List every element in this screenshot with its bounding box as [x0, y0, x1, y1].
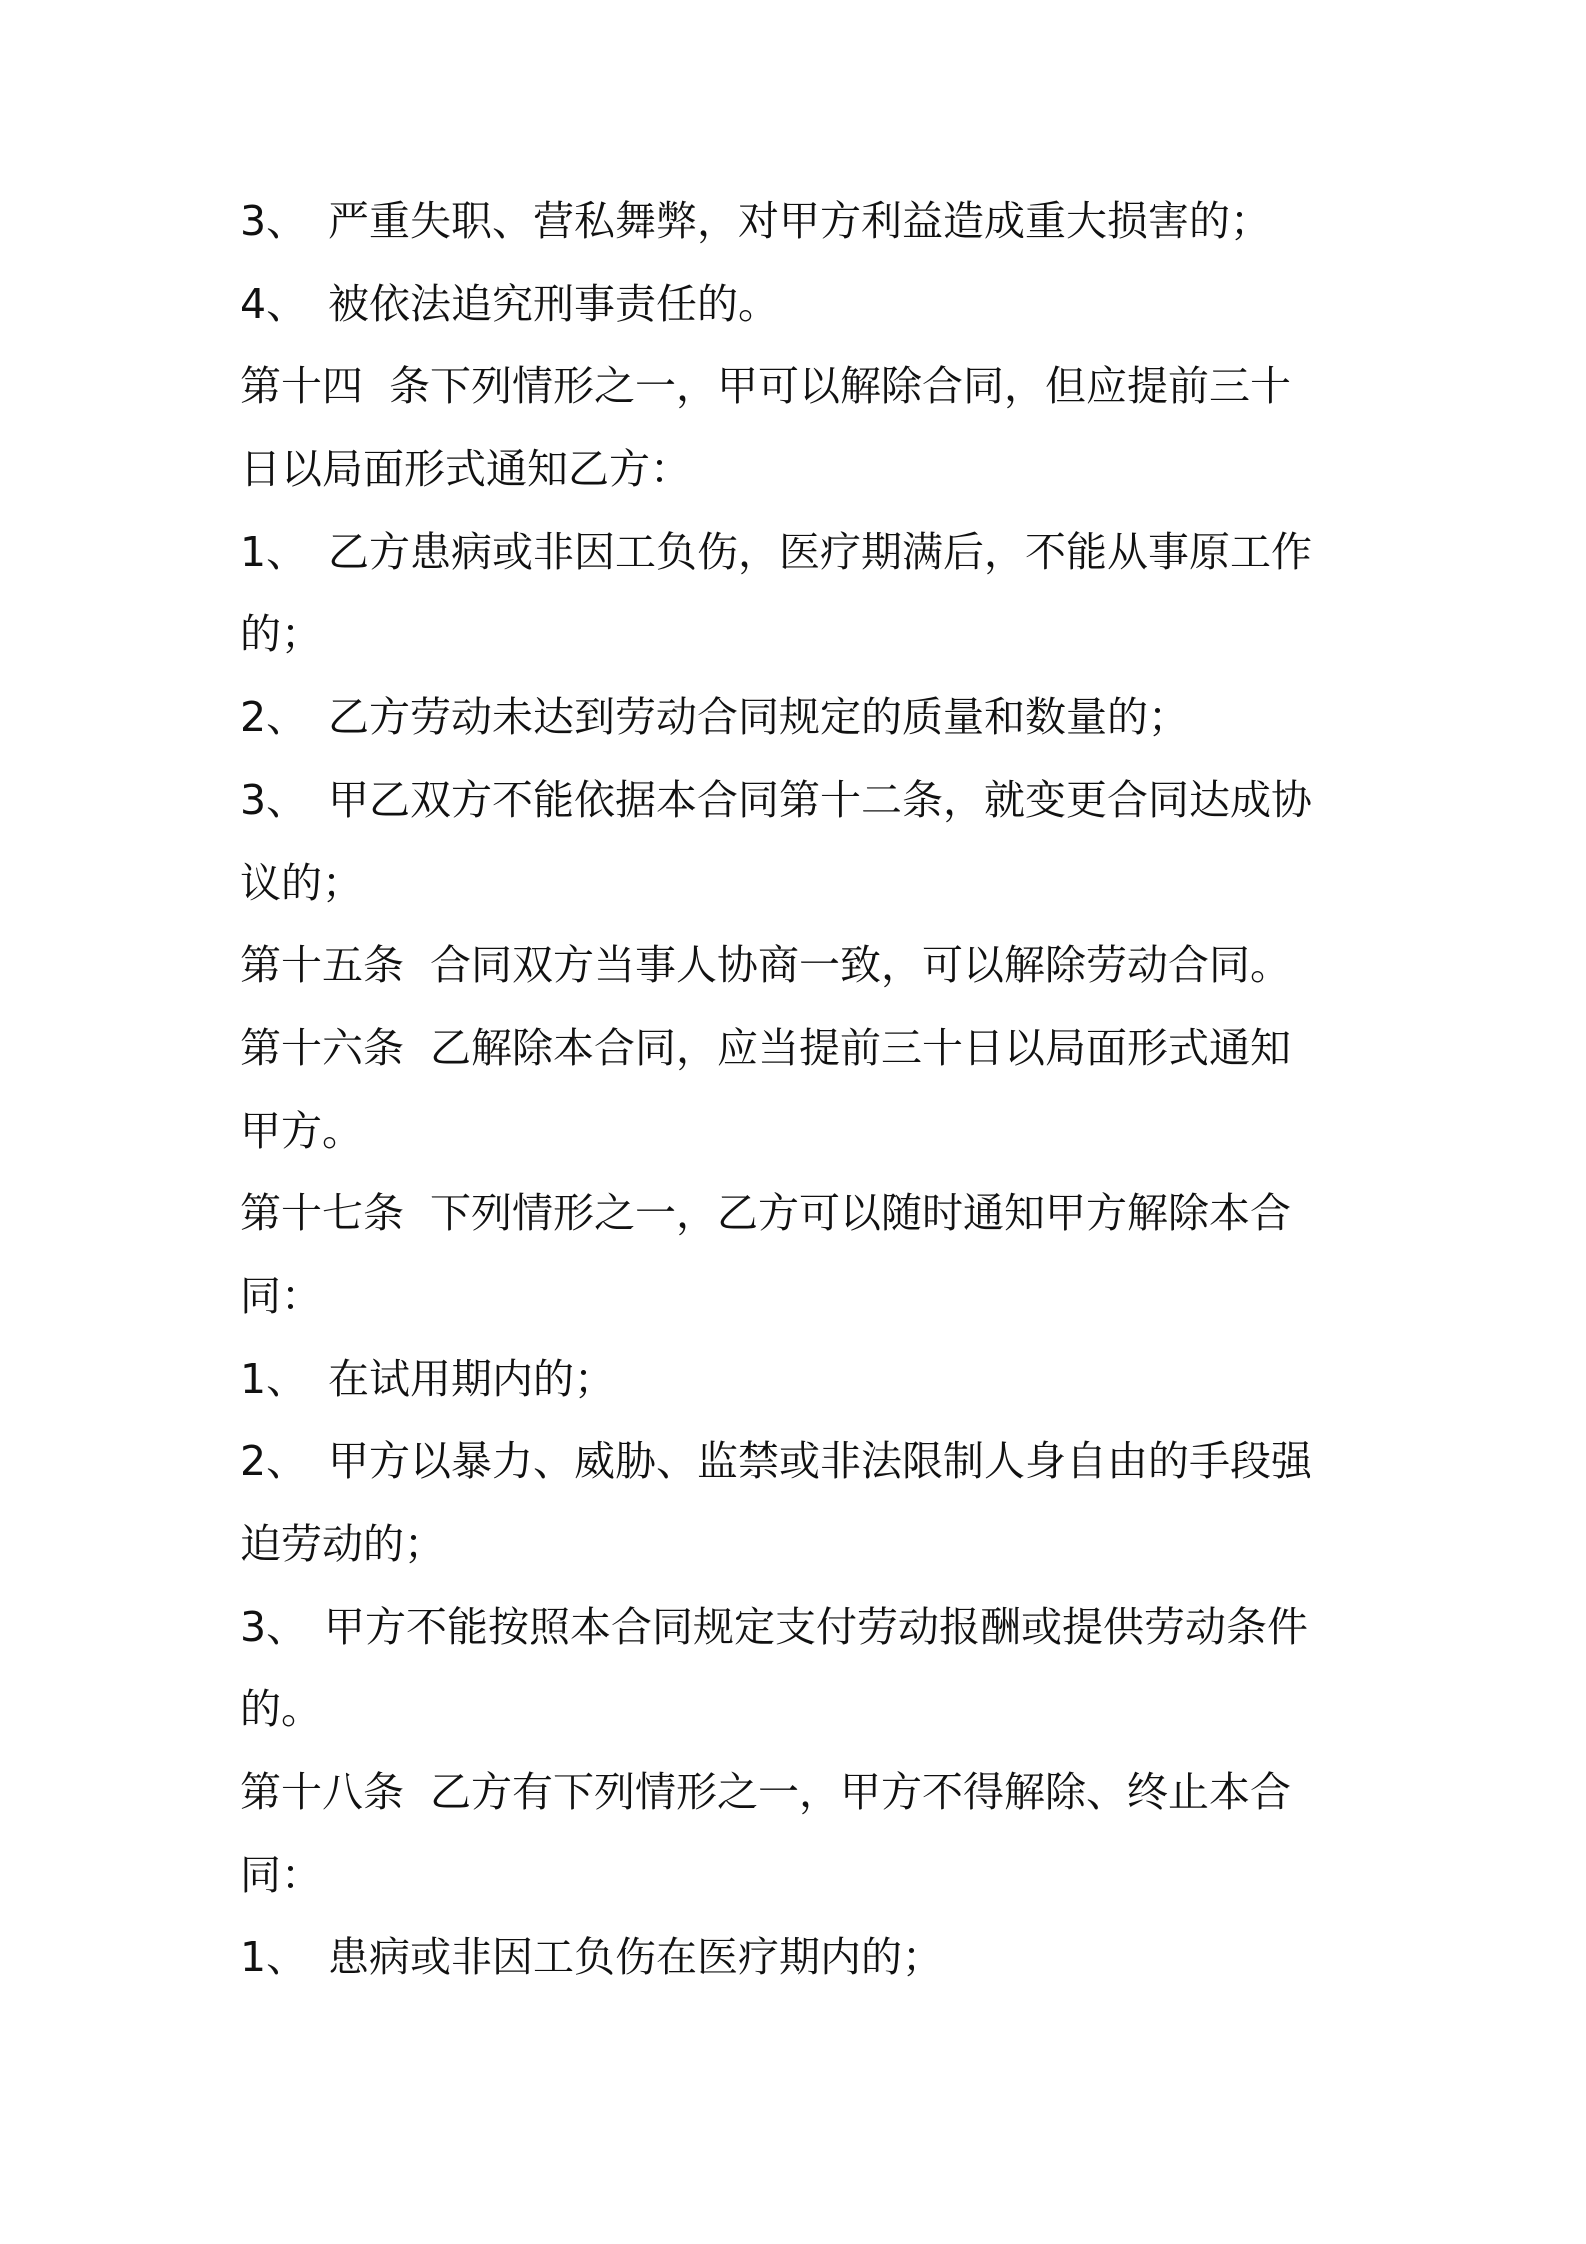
article-heading-line [240, 361, 1360, 444]
article-label: 第十五条 [240, 941, 404, 990]
continuation-text: 甲方。 [240, 1106, 363, 1155]
article-label: 第十八条 [240, 1768, 404, 1817]
list-item [240, 1932, 1360, 2015]
list-item-number: 3、 [240, 1602, 308, 1651]
continuation-line [240, 858, 1360, 941]
list-item-number: 3、 [240, 197, 308, 245]
continuation-line [240, 1850, 1360, 1933]
list-item-number: 2、 [240, 693, 308, 742]
list-item [240, 1436, 1360, 1519]
article-label: 第十七条 [240, 1189, 404, 1238]
article-heading-line [240, 1767, 1360, 1850]
document-page [240, 196, 1360, 2015]
list-item [240, 279, 1360, 362]
article-text: 下列情形之一，乙方可以随时通知甲方解除本合 [430, 1189, 1291, 1238]
list-item-number: 1、 [240, 1933, 308, 1982]
article-heading-line [240, 940, 1360, 1023]
list-item-text: 甲方以暴力、威胁、监禁或非法限制人身自由的手段强 [328, 1437, 1312, 1486]
continuation-text: 同： [240, 1850, 322, 1899]
list-item [240, 1354, 1360, 1437]
list-item-number: 1、 [240, 1354, 308, 1403]
list-item-text: 甲乙双方不能依据本合同第十二条，就变更合同达成协 [328, 775, 1312, 824]
continuation-line [240, 1271, 1360, 1354]
list-item-text: 患病或非因工负伤在医疗期内的； [328, 1933, 943, 1982]
continuation-line [240, 1106, 1360, 1189]
list-item [240, 692, 1360, 775]
list-item [240, 1602, 1360, 1685]
list-item-text: 在试用期内的； [328, 1354, 615, 1403]
list-item [240, 527, 1360, 610]
continuation-text: 日以局面形式通知乙方： [240, 445, 691, 494]
continuation-text: 同： [240, 1271, 322, 1320]
list-item-number: 2、 [240, 1437, 308, 1486]
list-item-text: 甲方不能按照本合同规定支付劳动报酬或提供劳动条件 [324, 1602, 1308, 1651]
continuation-line [240, 609, 1360, 692]
article-text: 乙解除本合同，应当提前三十日以局面形式通知 [430, 1023, 1291, 1072]
continuation-line [240, 1519, 1360, 1602]
list-item-text: 严重失职、营私舞弊，对甲方利益造成重大损害的； [328, 197, 1271, 245]
list-item [240, 196, 1360, 279]
article-heading-line [240, 1188, 1360, 1271]
list-item-text: 乙方患病或非因工负伤，医疗期满后，不能从事原工作 [328, 527, 1312, 576]
continuation-text: 的。 [240, 1685, 322, 1734]
list-item-text: 乙方劳动未达到劳动合同规定的质量和数量的； [328, 693, 1189, 742]
list-item [240, 775, 1360, 858]
continuation-text: 的； [240, 610, 322, 659]
continuation-text: 迫劳动的； [240, 1520, 445, 1568]
list-item-number: 3、 [240, 775, 308, 824]
list-item-text: 被依法追究刑事责任的。 [328, 279, 779, 328]
article-heading-line [240, 1023, 1360, 1106]
article-text: 条下列情形之一，甲可以解除合同，但应提前三十 [389, 362, 1291, 411]
article-text: 合同双方当事人协商一致，可以解除劳动合同。 [430, 941, 1291, 990]
article-text: 乙方有下列情形之一，甲方不得解除、终止本合 [430, 1768, 1291, 1817]
list-item-number: 1、 [240, 527, 308, 576]
continuation-text: 议的； [240, 858, 363, 907]
continuation-line [240, 1684, 1360, 1767]
list-item-number: 4、 [240, 279, 308, 328]
article-label: 第十四 [240, 362, 363, 411]
article-label: 第十六条 [240, 1023, 404, 1072]
continuation-line [240, 444, 1360, 527]
